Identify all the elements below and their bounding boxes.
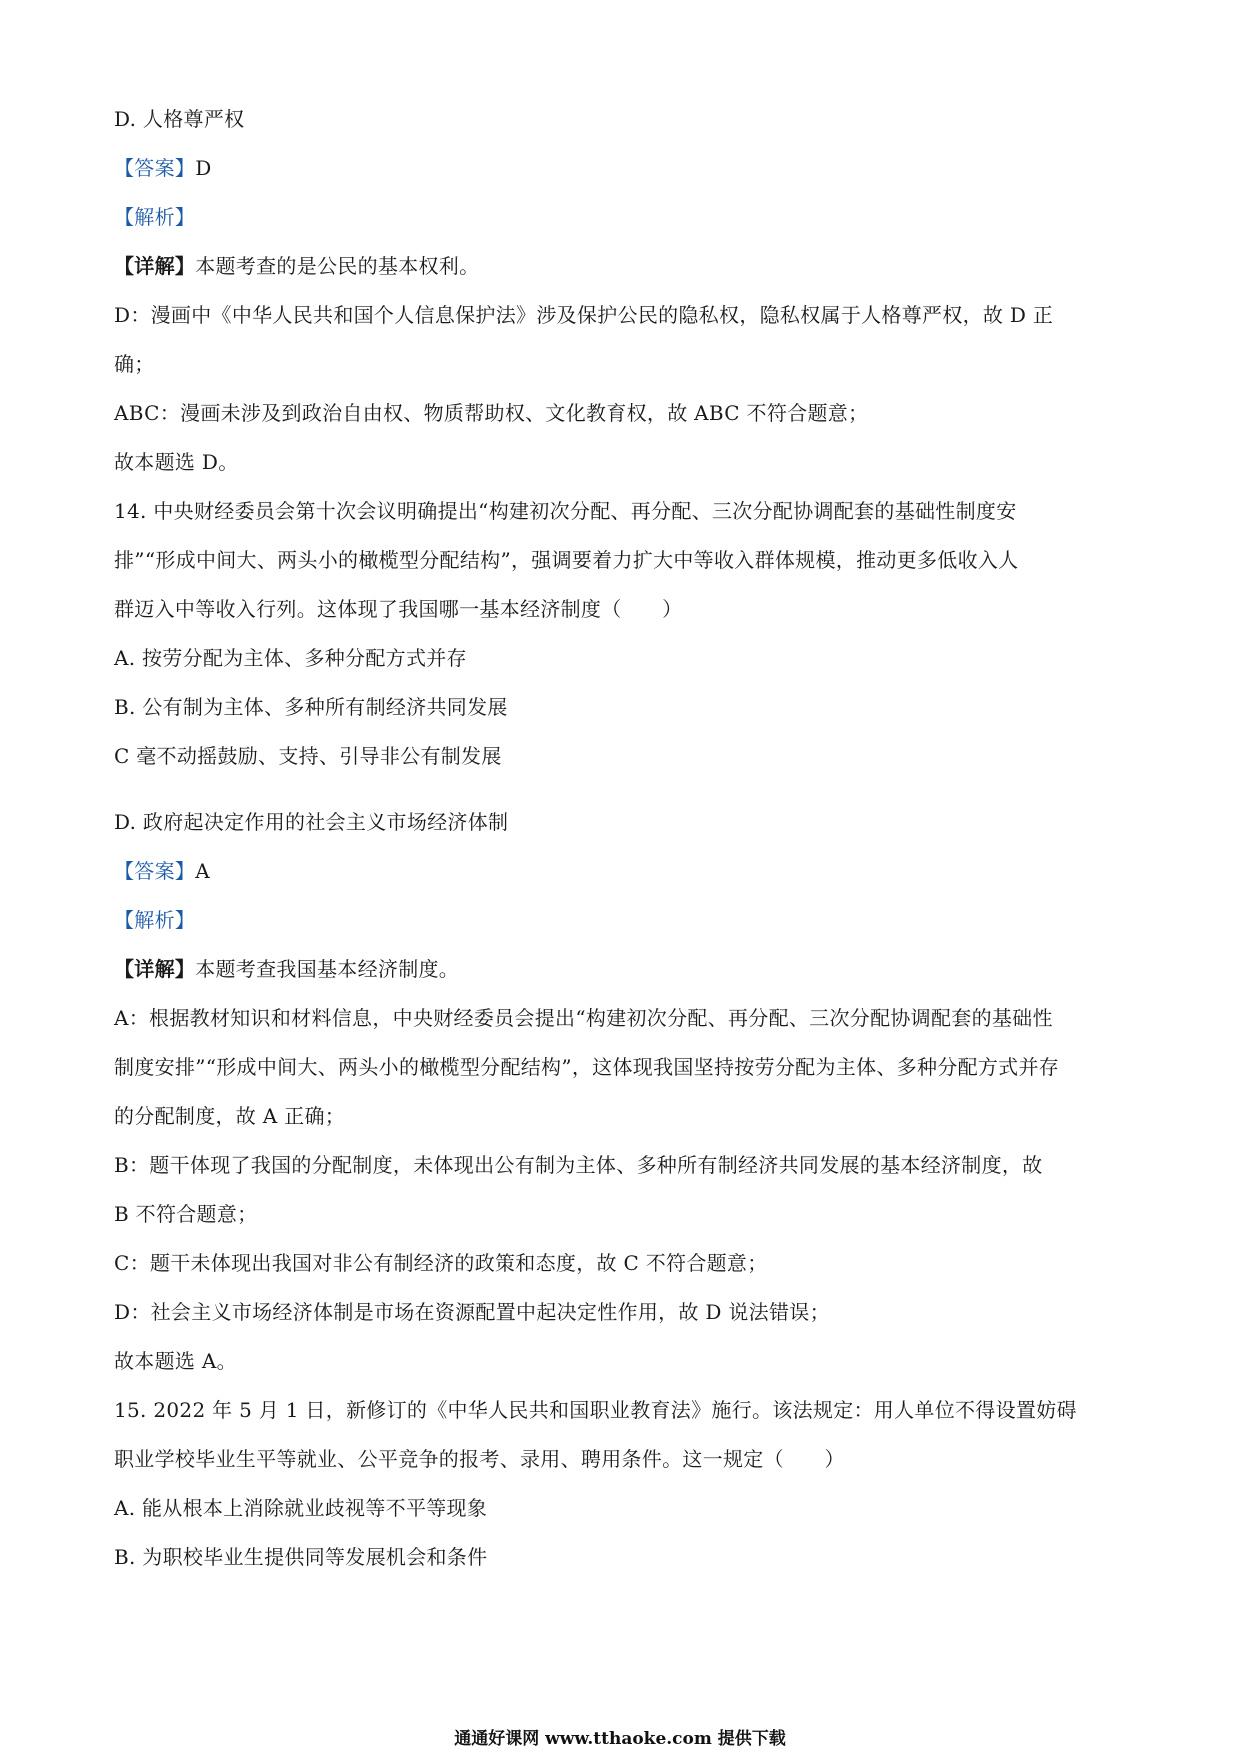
q14-exp-b-line1: B：题干体现了我国的分配制度，未体现出公有制为主体、多种所有制经济共同发展的基本经济制度，故 (114, 1153, 1043, 1177)
detail-tag: 【详解】 (114, 254, 196, 278)
q13-detail (114, 252, 1144, 280)
q13-exp-abc: ABC：漫画未涉及到政治自由权、物质帮助权、文化教育权，故 ABC 不符合题意； (114, 401, 869, 425)
q13-conclusion: 故本题选 D。 (114, 450, 239, 474)
answer-value: A (195, 859, 210, 883)
analysis-tag: 【解析】 (114, 908, 196, 932)
answer-tag: 【答案】 (114, 156, 196, 180)
q14-exp-a-line1: A：根据教材知识和材料信息，中央财经委员会提出“构建初次分配、再分配、三次分配协调配套的基础性 (114, 1006, 1053, 1030)
detail-tag: 【详解】 (114, 957, 196, 981)
detail-text: 本题考查我国基本经济制度。 (195, 957, 460, 981)
q14-stem-line1: 14. 中央财经委员会第十次会议明确提出“构建初次分配、再分配、三次分配协调配套的基础性制度安 (114, 499, 1017, 523)
q14-option-d: D. 政府起决定作用的社会主义市场经济体制 (114, 810, 509, 834)
q15-stem-line2: 职业学校毕业生平等就业、公平竞争的报考、录用、聘用条件。这一规定（ ） (114, 1447, 845, 1471)
detail-text: 本题考查的是公民的基本权利。 (195, 254, 480, 278)
q14-conclusion: 故本题选 A。 (114, 1349, 237, 1373)
q14-answer (114, 857, 1144, 885)
q13-exp-d-line2: 确； (114, 352, 155, 376)
q14-exp-a-line2: 制度安排”“形成中间大、两头小的橄榄型分配结构”，这体现我国坚持按劳分配为主体、多种分配方式并存 (114, 1055, 1060, 1079)
answer-tag: 【答案】 (114, 859, 196, 883)
q15-stem-line1: 15. 2022 年 5 月 1 日，新修订的《中华人民共和国职业教育法》施行。该法规定：用人单位不得设置妨碍 (114, 1398, 1077, 1422)
page-footer: 通通好课网 www.tthaoke.com 提供下载 (454, 1729, 786, 1749)
q14-option-b: B. 公有制为主体、多种所有制经济共同发展 (114, 695, 508, 719)
q14-stem-line3: 群迈入中等收入行列。这体现了我国哪一基本经济制度（ ） (114, 597, 683, 621)
q13-exp-d-line1: D：漫画中《中华人民共和国个人信息保护法》涉及保护公民的隐私权，隐私权属于人格尊严权，故 D 正 (114, 303, 1054, 327)
analysis-tag: 【解析】 (114, 205, 196, 229)
q15-option-a: A. 能从根本上消除就业歧视等不平等现象 (114, 1496, 488, 1520)
q14-option-c: C 毫不动摇鼓励、支持、引导非公有制发展 (114, 744, 502, 768)
answer-value: D (195, 156, 212, 180)
q14-exp-a-line3: 的分配制度，故 A 正确； (114, 1104, 346, 1128)
q14-exp-b-line2: B 不符合题意； (114, 1202, 258, 1226)
q13-analysis (114, 203, 1144, 231)
q14-option-a: A. 按劳分配为主体、多种分配方式并存 (114, 646, 467, 670)
q14-exp-d: D：社会主义市场经济体制是市场在资源配置中起决定性作用，故 D 说法错误； (114, 1300, 830, 1324)
q14-detail (114, 955, 1144, 983)
q13-option-d: D. 人格尊严权 (114, 107, 245, 131)
q14-stem-line2: 排”“形成中间大、两头小的橄榄型分配结构”，强调要着力扩大中等收入群体规模，推动更多低收入人 (114, 548, 1019, 572)
q13-answer (114, 154, 1144, 182)
q14-exp-c: C：题干未体现出我国对非公有制经济的政策和态度，故 C 不符合题意； (114, 1251, 768, 1275)
q14-analysis (114, 906, 1144, 934)
q15-option-b: B. 为职校毕业生提供同等发展机会和条件 (114, 1545, 488, 1569)
